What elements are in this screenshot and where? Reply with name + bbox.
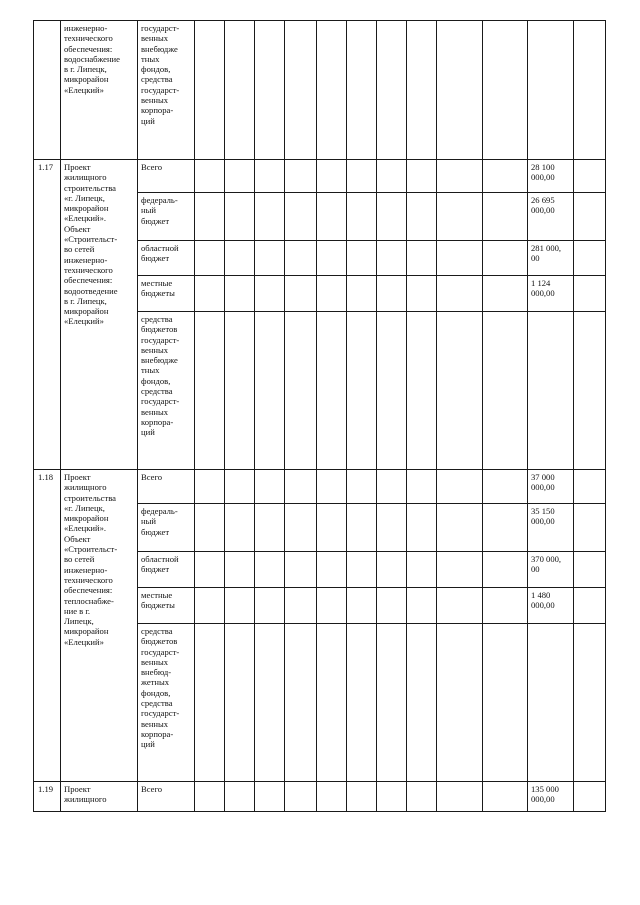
- empty-period-cell: [377, 312, 407, 470]
- empty-period-cell: [377, 160, 407, 193]
- empty-period-cell: [483, 160, 528, 193]
- empty-period-cell: [255, 782, 285, 812]
- amount-cell: 26 695 000,00: [528, 193, 574, 241]
- empty-period-cell: [317, 312, 347, 470]
- amount-cell: 37 000 000,00: [528, 470, 574, 504]
- empty-period-cell: [195, 312, 225, 470]
- empty-period-cell: [483, 276, 528, 312]
- amount-cell: 35 150 000,00: [528, 504, 574, 552]
- empty-period-cell: [225, 504, 255, 552]
- empty-trailing-cell: [574, 193, 606, 241]
- empty-trailing-cell: [574, 276, 606, 312]
- empty-period-cell: [225, 470, 255, 504]
- empty-period-cell: [317, 504, 347, 552]
- empty-trailing-cell: [574, 470, 606, 504]
- empty-period-cell: [483, 588, 528, 624]
- empty-period-cell: [195, 504, 225, 552]
- empty-period-cell: [437, 21, 483, 160]
- empty-period-cell: [483, 193, 528, 241]
- empty-period-cell: [285, 552, 317, 588]
- empty-period-cell: [317, 160, 347, 193]
- empty-period-cell: [407, 21, 437, 160]
- empty-period-cell: [437, 782, 483, 812]
- row-number-cell: 1.18: [34, 470, 61, 782]
- empty-period-cell: [195, 21, 225, 160]
- empty-period-cell: [347, 624, 377, 782]
- funding-source-cell: областной бюджет: [138, 552, 195, 588]
- empty-period-cell: [317, 470, 347, 504]
- empty-period-cell: [317, 21, 347, 160]
- funding-source-cell: средства бюджетов государст- венных внебюд- жетных фондов, средства государст- венных корпора- ций: [138, 624, 195, 782]
- empty-period-cell: [195, 624, 225, 782]
- empty-period-cell: [437, 312, 483, 470]
- amount-cell: 281 000, 00: [528, 241, 574, 276]
- empty-period-cell: [195, 552, 225, 588]
- project-name-cell: инженерно- технического обеспечения: водоснабжение в г. Липецк, микрорайон «Елецкий»: [61, 21, 138, 160]
- empty-period-cell: [347, 160, 377, 193]
- empty-period-cell: [437, 160, 483, 193]
- funding-source-cell: областной бюджет: [138, 241, 195, 276]
- empty-period-cell: [285, 312, 317, 470]
- empty-period-cell: [483, 782, 528, 812]
- empty-period-cell: [407, 276, 437, 312]
- empty-trailing-cell: [574, 552, 606, 588]
- table-row: [34, 470, 606, 504]
- empty-period-cell: [483, 624, 528, 782]
- empty-period-cell: [225, 552, 255, 588]
- empty-period-cell: [347, 193, 377, 241]
- empty-period-cell: [407, 160, 437, 193]
- funding-source-cell: местные бюджеты: [138, 588, 195, 624]
- empty-trailing-cell: [574, 312, 606, 470]
- project-name-cell: Проект жилищного строительства «г. Липецк, микрорайон «Елецкий». Объект «Строительст- во сетей инженерно- технического обеспечения: теплоснабже- ние в г. Липецк, микрорайон «Елецкий»: [61, 470, 138, 782]
- empty-trailing-cell: [574, 588, 606, 624]
- empty-period-cell: [255, 504, 285, 552]
- empty-period-cell: [285, 193, 317, 241]
- empty-period-cell: [377, 624, 407, 782]
- empty-period-cell: [225, 193, 255, 241]
- amount-cell: 1 480 000,00: [528, 588, 574, 624]
- empty-period-cell: [285, 160, 317, 193]
- empty-period-cell: [317, 624, 347, 782]
- empty-period-cell: [377, 241, 407, 276]
- empty-period-cell: [317, 552, 347, 588]
- empty-period-cell: [347, 276, 377, 312]
- empty-period-cell: [255, 193, 285, 241]
- empty-period-cell: [195, 470, 225, 504]
- empty-trailing-cell: [574, 504, 606, 552]
- empty-period-cell: [255, 624, 285, 782]
- empty-period-cell: [377, 588, 407, 624]
- empty-period-cell: [483, 552, 528, 588]
- funding-source-cell: государст- венных внебюдже тных фондов, средства государст- венных корпора- ций: [138, 21, 195, 160]
- empty-period-cell: [225, 276, 255, 312]
- funding-source-cell: Всего: [138, 160, 195, 193]
- empty-period-cell: [195, 160, 225, 193]
- empty-period-cell: [347, 470, 377, 504]
- empty-period-cell: [225, 160, 255, 193]
- empty-period-cell: [347, 21, 377, 160]
- empty-period-cell: [377, 552, 407, 588]
- amount-cell: [528, 312, 574, 470]
- empty-period-cell: [317, 782, 347, 812]
- funding-source-cell: федераль- ный бюджет: [138, 504, 195, 552]
- empty-period-cell: [407, 312, 437, 470]
- funding-source-cell: средства бюджетов государст- венных внебюдже тных фондов, средства государст- венных корпора- ций: [138, 312, 195, 470]
- empty-trailing-cell: [574, 21, 606, 160]
- empty-period-cell: [483, 470, 528, 504]
- empty-period-cell: [407, 552, 437, 588]
- row-number-cell: [34, 21, 61, 160]
- empty-period-cell: [483, 241, 528, 276]
- empty-period-cell: [285, 588, 317, 624]
- empty-period-cell: [317, 193, 347, 241]
- empty-period-cell: [437, 588, 483, 624]
- empty-period-cell: [437, 276, 483, 312]
- funding-source-cell: федераль- ный бюджет: [138, 193, 195, 241]
- empty-period-cell: [317, 588, 347, 624]
- amount-cell: [528, 624, 574, 782]
- row-number-cell: 1.19: [34, 782, 61, 812]
- empty-period-cell: [407, 504, 437, 552]
- empty-period-cell: [483, 21, 528, 160]
- amount-cell: 28 100 000,00: [528, 160, 574, 193]
- empty-period-cell: [377, 782, 407, 812]
- empty-period-cell: [437, 504, 483, 552]
- empty-period-cell: [377, 276, 407, 312]
- empty-period-cell: [195, 588, 225, 624]
- empty-period-cell: [195, 193, 225, 241]
- empty-period-cell: [407, 470, 437, 504]
- empty-period-cell: [407, 624, 437, 782]
- empty-trailing-cell: [574, 241, 606, 276]
- empty-period-cell: [377, 504, 407, 552]
- empty-period-cell: [347, 552, 377, 588]
- empty-period-cell: [317, 241, 347, 276]
- empty-period-cell: [225, 624, 255, 782]
- empty-period-cell: [285, 504, 317, 552]
- empty-period-cell: [377, 21, 407, 160]
- empty-period-cell: [255, 276, 285, 312]
- funding-source-cell: местные бюджеты: [138, 276, 195, 312]
- table-row: [34, 21, 606, 160]
- empty-period-cell: [225, 241, 255, 276]
- project-name-cell: Проект жилищного: [61, 782, 138, 812]
- empty-period-cell: [347, 782, 377, 812]
- empty-period-cell: [347, 241, 377, 276]
- empty-period-cell: [483, 312, 528, 470]
- empty-period-cell: [255, 588, 285, 624]
- empty-period-cell: [255, 312, 285, 470]
- empty-period-cell: [195, 241, 225, 276]
- empty-period-cell: [347, 504, 377, 552]
- empty-period-cell: [407, 782, 437, 812]
- empty-period-cell: [285, 241, 317, 276]
- project-name-cell: Проект жилищного строительства «г. Липецк, микрорайон «Елецкий». Объект «Строительст- во сетей инженерно- технического обеспечения: водоотведение в г. Липецк, микрорайон «Елецкий»: [61, 160, 138, 470]
- amount-cell: 1 124 000,00: [528, 276, 574, 312]
- empty-period-cell: [347, 312, 377, 470]
- empty-period-cell: [407, 193, 437, 241]
- empty-period-cell: [437, 624, 483, 782]
- empty-period-cell: [285, 624, 317, 782]
- empty-period-cell: [437, 470, 483, 504]
- funding-source-cell: Всего: [138, 782, 195, 812]
- empty-period-cell: [285, 782, 317, 812]
- empty-period-cell: [483, 504, 528, 552]
- empty-trailing-cell: [574, 624, 606, 782]
- amount-cell: [528, 21, 574, 160]
- empty-period-cell: [255, 160, 285, 193]
- empty-period-cell: [407, 588, 437, 624]
- funding-source-cell: Всего: [138, 470, 195, 504]
- empty-period-cell: [195, 782, 225, 812]
- empty-trailing-cell: [574, 160, 606, 193]
- row-number-cell: 1.17: [34, 160, 61, 470]
- empty-period-cell: [225, 782, 255, 812]
- table-row: [34, 160, 606, 193]
- empty-period-cell: [255, 241, 285, 276]
- budget-table: [33, 20, 606, 812]
- empty-period-cell: [255, 552, 285, 588]
- empty-period-cell: [255, 470, 285, 504]
- empty-period-cell: [195, 276, 225, 312]
- empty-period-cell: [407, 241, 437, 276]
- empty-period-cell: [437, 552, 483, 588]
- empty-period-cell: [285, 470, 317, 504]
- empty-period-cell: [377, 470, 407, 504]
- empty-trailing-cell: [574, 782, 606, 812]
- empty-period-cell: [317, 276, 347, 312]
- empty-period-cell: [255, 21, 285, 160]
- empty-period-cell: [225, 21, 255, 160]
- amount-cell: 135 000 000,00: [528, 782, 574, 812]
- amount-cell: 370 000, 00: [528, 552, 574, 588]
- empty-period-cell: [377, 193, 407, 241]
- empty-period-cell: [437, 241, 483, 276]
- empty-period-cell: [285, 21, 317, 160]
- empty-period-cell: [437, 193, 483, 241]
- empty-period-cell: [347, 588, 377, 624]
- empty-period-cell: [225, 312, 255, 470]
- table-row: [34, 782, 606, 812]
- empty-period-cell: [285, 276, 317, 312]
- empty-period-cell: [225, 588, 255, 624]
